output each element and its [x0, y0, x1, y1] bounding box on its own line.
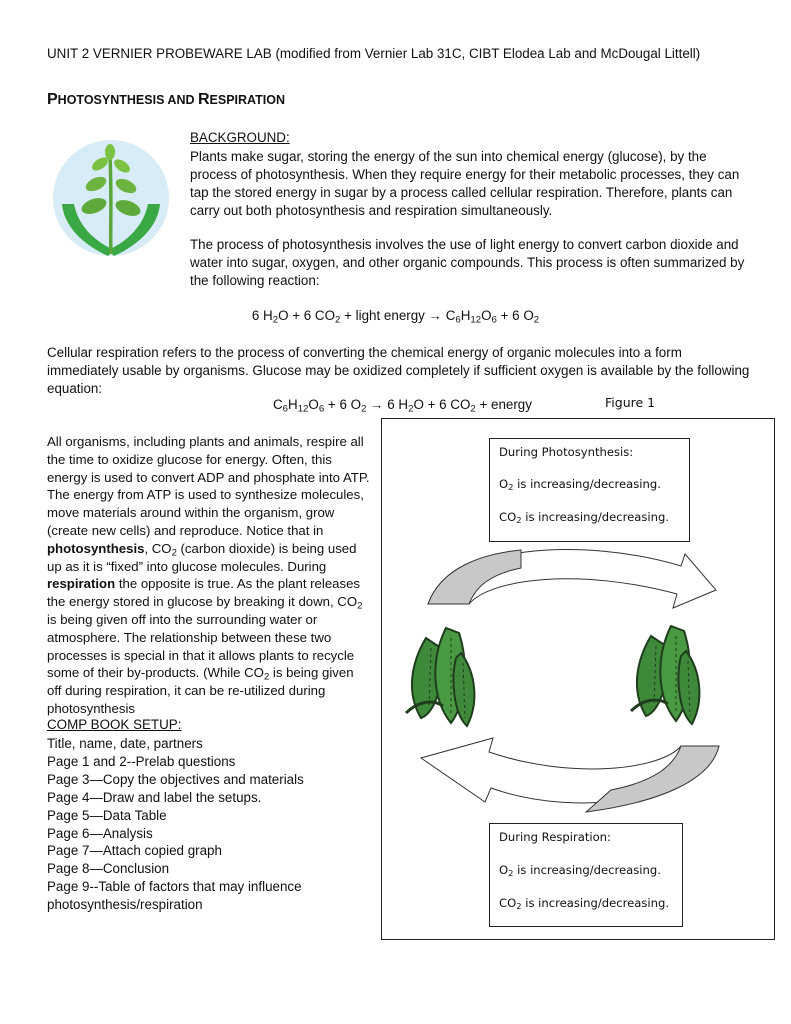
respiration-co2-line: $CO_2$ is increasing/decreasing.: [499, 896, 670, 912]
list-item: Page 5—Data Table: [47, 807, 167, 823]
leaf-cluster-icon: [631, 626, 699, 724]
photosynthesis-co2-line: $CO_2$ is increasing/decreasing.: [499, 510, 670, 526]
title-rest-1: HOTOSYNTHESIS AND: [57, 93, 198, 107]
list-item: Page 1 and 2--Prelab questions: [47, 753, 236, 769]
list-item: Page 6—Analysis: [47, 825, 153, 841]
curved-arrow-right-icon: [428, 550, 716, 608]
photosynthesis-box-title: During Photosynthesis:: [499, 445, 634, 459]
list-item: Page 3—Copy the objectives and materials: [47, 771, 304, 787]
leaf-cluster-icon: [406, 628, 474, 726]
title-cap-r: R: [197, 91, 210, 108]
list-item: Page 9--Table of factors that may influence: [47, 879, 302, 895]
course-header: UNIT 2 VERNIER PROBEWARE LAB (modified from Vernier Lab 31C, CIBT Elodea Lab and McDougal Littell): [47, 46, 701, 61]
list-item: Page 4—Draw and label the setups.: [47, 789, 262, 805]
photosynthesis-equation: 6 $H_2O + 6$ $CO_2$ + light energy → $C_6H_{12}O_6 + 6$ $O_2$: [251, 308, 540, 326]
title-rest-2: ESPIRATION: [209, 93, 286, 107]
list-item: Page 8—Conclusion: [47, 861, 170, 877]
background-paragraph-1: Plants make sugar, storing the energy of the sun into chemical energy (glucose), by the process of photosynthesis. When they require energy for their metabolic processes, they can tap the stored energy in sugar by a process called cellular respiration. Therefore, plants can carry out both photosynthesis and respiration simultaneously.: [190, 149, 740, 218]
respiration-o2-line: $O_2$ is increasing/decreasing.: [499, 863, 661, 879]
respiration-explanation: All organisms, including plants and animals, respire all the time to oxidize glucose for energy. Often, this energy is used to convert ADP and phosphate into ATP. The energy from ATP is used to synthesize molecules, move materials around within the organism, grow (create new cells) and reproduce. Notice that in photosynthesis, $CO_2$ (carbon dioxide) is being used up as it is “fixed” into glucose molecules. During respiration the opposite is true. As the plant releases the energy stored in glucose by breaking it down, $CO_2$ is being given off into the surrounding water or atmosphere. The relationship between these two processes is special in that it allows plants to recycle some of their by-products. (While $CO_2$ is being given off during respiration, it can be re-utilized during photosynthesis: [47, 434, 370, 716]
figure-label: Figure 1: [605, 395, 656, 410]
list-item: Title, name, date, partners: [47, 736, 203, 751]
page-title: [47, 91, 285, 109]
respiration-equation: $C_6H_{12}O_6 + 6$ $O_2 \to 6$ $H_2O + 6$ $CO_2$ + energy: [273, 397, 532, 415]
comp-book-label: COMP BOOK SETUP:: [47, 717, 182, 732]
photosynthesis-box: [489, 438, 690, 542]
curved-arrow-left-icon: [421, 738, 719, 812]
plant-in-hands-icon: [52, 134, 170, 262]
list-item: Page 7—Attach copied graph: [47, 843, 222, 859]
respiration-box: [489, 823, 683, 927]
background-paragraph-3: Cellular respiration refers to the process of converting the chemical energy of organic molecules into a form immediately usable by organisms. Glucose may be oxidized completely if sufficient oxygen is available by the following equation:: [47, 345, 750, 396]
title-cap-p: P: [47, 91, 58, 108]
background-paragraph-2: The process of photosynthesis involves the use of light energy to convert carbon dioxide and water into sugar, oxygen, and other organic compounds. This process is often summarized by the following reaction:: [190, 237, 745, 288]
background-label: BACKGROUND:: [190, 130, 290, 145]
comp-book-list: [47, 735, 304, 914]
list-item: photosynthesis/respiration: [47, 897, 203, 913]
photosynthesis-o2-line: $O_2$ is increasing/decreasing.: [499, 477, 661, 493]
respiration-box-title: During Respiration:: [499, 830, 611, 844]
